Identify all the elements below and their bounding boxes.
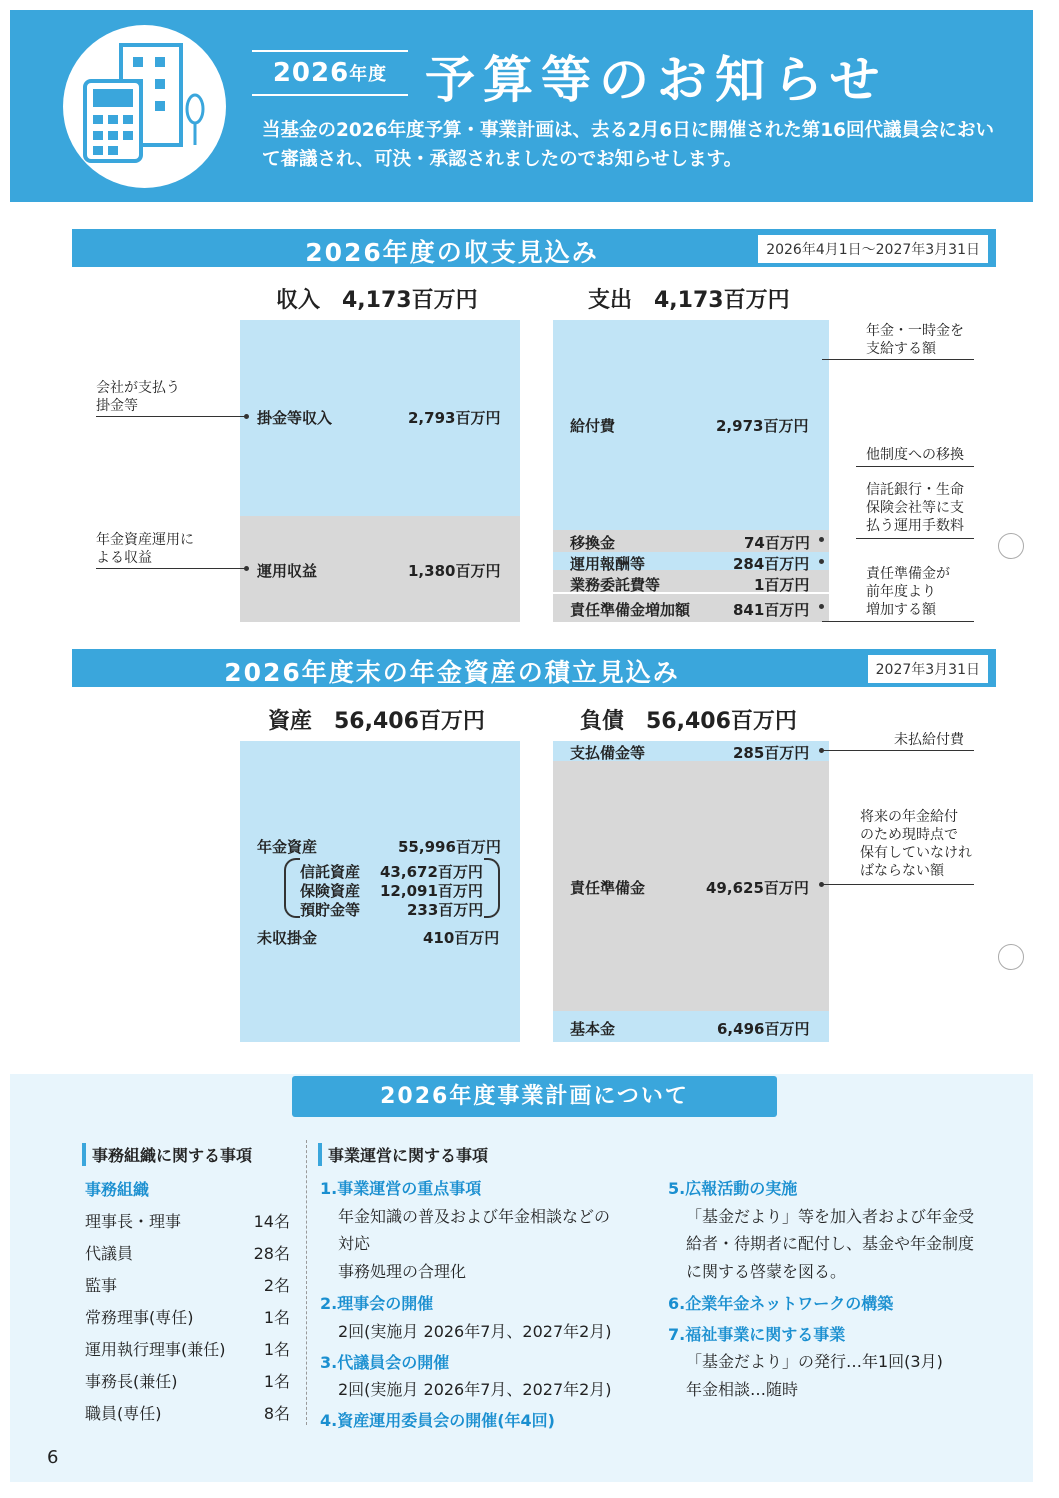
liability-value: 285百万円 bbox=[733, 744, 810, 762]
ops-text: 対応 bbox=[338, 1234, 371, 1253]
bracket-right bbox=[484, 858, 500, 918]
expense-label: 運用報酬等 bbox=[570, 555, 646, 573]
leader-line bbox=[822, 884, 974, 885]
budget-title: 2026年度の収支見込み bbox=[305, 238, 599, 267]
leader-dot bbox=[244, 566, 249, 571]
assets-date: 2027年3月31日 bbox=[868, 655, 988, 683]
liability-note: 将来の年金給付 のため現時点で 保有していなけれ ばならない額 bbox=[860, 809, 972, 879]
staff-row: 理事長・理事 14名 bbox=[85, 1212, 290, 1231]
ops-heading: 4.資産運用委員会の開催(年4回) bbox=[320, 1411, 555, 1430]
leader-line bbox=[822, 621, 974, 622]
expense-label: 移換金 bbox=[570, 534, 616, 552]
asset-title: 資産 56,406百万円 bbox=[268, 709, 485, 734]
expense-value: 2,973百万円 bbox=[716, 417, 809, 435]
staff-row: 運用執行理事(兼任) 1名 bbox=[85, 1340, 290, 1359]
plan-title: 2026年度事業計画について bbox=[292, 1076, 777, 1117]
asset-label: 信託資産 bbox=[300, 863, 361, 881]
leader-dot bbox=[819, 604, 824, 609]
liability-title: 負債 56,406百万円 bbox=[580, 709, 797, 734]
assets-section-bar bbox=[72, 649, 996, 687]
leader-line bbox=[96, 416, 246, 417]
income-note: 年金資産運用に よる収益 bbox=[96, 532, 194, 566]
liability-value: 49,625百万円 bbox=[706, 879, 809, 897]
asset-value: 233百万円 bbox=[407, 901, 484, 919]
asset-value: 12,091百万円 bbox=[380, 882, 483, 900]
assets-title: 2026年度末の年金資産の積立見込み bbox=[224, 658, 680, 687]
ops-text: 「基金だより」等を加入者および年金受 bbox=[686, 1207, 975, 1226]
liability-label: 責任準備金 bbox=[570, 879, 646, 897]
expense-title: 支出 4,173百万円 bbox=[588, 288, 790, 313]
budget-section-bar bbox=[72, 229, 996, 267]
ops-text: 年金知識の普及および年金相談などの bbox=[338, 1207, 611, 1226]
ops-text: 「基金だより」の発行…年1回(3月) bbox=[686, 1352, 943, 1371]
ops-text: 年金相談…随時 bbox=[686, 1380, 799, 1399]
ops-text: 2回(実施月 2026年7月、2027年2月) bbox=[338, 1322, 612, 1341]
expense-label: 責任準備金増加額 bbox=[570, 601, 691, 619]
leader-dot bbox=[819, 748, 824, 753]
asset-value: 55,996百万円 bbox=[398, 838, 501, 856]
ops-text: 給者・待期者に配付し、基金や年金制度 bbox=[686, 1234, 975, 1253]
asset-label: 保険資産 bbox=[300, 882, 361, 900]
staff-row: 事務長(兼任) 1名 bbox=[85, 1372, 290, 1391]
org-section-heading: 事務組織に関する事項 bbox=[82, 1143, 252, 1166]
leader-line bbox=[822, 359, 974, 360]
ops-heading: 6.企業年金ネットワークの構築 bbox=[668, 1294, 894, 1313]
liability-value: 6,496百万円 bbox=[717, 1020, 810, 1038]
asset-label: 年金資産 bbox=[257, 838, 318, 856]
bracket-left bbox=[284, 858, 300, 918]
staff-row: 常務理事(専任) 1名 bbox=[85, 1308, 290, 1327]
org-subheading: 事務組織 bbox=[85, 1180, 150, 1199]
ops-text: 事務処理の合理化 bbox=[338, 1262, 467, 1281]
expense-note: 年金・一時金を 支給する額 bbox=[866, 323, 964, 357]
asset-label: 預貯金等 bbox=[300, 901, 361, 919]
income-label: 運用収益 bbox=[257, 562, 318, 580]
budget-logo-icon bbox=[63, 25, 226, 188]
expense-note: 信託銀行・生命 保険会社等に支 払う運用手数料 bbox=[866, 482, 964, 534]
expense-value: 284百万円 bbox=[733, 555, 810, 573]
staff-row: 監事 2名 bbox=[85, 1276, 290, 1295]
staff-row: 代議員 28名 bbox=[85, 1244, 290, 1263]
staff-row: 職員(専任) 8名 bbox=[85, 1404, 290, 1423]
ops-heading: 5.広報活動の実施 bbox=[668, 1179, 798, 1198]
ops-heading: 3.代議員会の開催 bbox=[320, 1353, 450, 1372]
income-value: 1,380百万円 bbox=[408, 562, 501, 580]
ops-heading: 1.事業運営の重点事項 bbox=[320, 1179, 482, 1198]
asset-value: 43,672百万円 bbox=[380, 863, 483, 881]
expense-value: 1百万円 bbox=[754, 576, 810, 594]
ops-heading: 7.福祉事業に関する事業 bbox=[668, 1325, 846, 1344]
income-note: 会社が支払う 掛金等 bbox=[96, 380, 180, 414]
ops-section-heading: 事業運営に関する事項 bbox=[318, 1143, 488, 1166]
leader-dot bbox=[819, 559, 824, 564]
expense-label: 業務委託費等 bbox=[570, 576, 661, 594]
budget-period: 2026年4月1日〜2027年3月31日 bbox=[758, 235, 988, 263]
expense-value: 841百万円 bbox=[733, 601, 810, 619]
leader-dot bbox=[819, 537, 824, 542]
divider bbox=[306, 1140, 307, 1425]
punch-hole bbox=[998, 533, 1024, 559]
asset-value: 410百万円 bbox=[423, 929, 500, 947]
page-number: 6 bbox=[47, 1447, 59, 1468]
ops-heading: 2.理事会の開催 bbox=[320, 1294, 434, 1313]
leader-dot bbox=[244, 414, 249, 419]
expense-note: 他制度への移換 bbox=[866, 447, 964, 463]
intro-text: 当基金の2026年度予算・事業計画は、去る2月6日に開催された第16回代議員会において審議され、可決・承認されましたのでお知らせします。 bbox=[262, 120, 994, 170]
asset-label: 未収掛金 bbox=[257, 929, 318, 947]
ops-text: に関する啓蒙を図る。 bbox=[686, 1262, 847, 1281]
leader-line bbox=[822, 750, 974, 751]
income-value: 2,793百万円 bbox=[408, 409, 501, 427]
expense-note: 責任準備金が 前年度より 増加する額 bbox=[866, 566, 950, 618]
expense-value: 74百万円 bbox=[744, 534, 810, 552]
leader-dot bbox=[819, 882, 824, 887]
expense-label: 給付費 bbox=[570, 417, 616, 435]
liability-label: 基本金 bbox=[570, 1020, 616, 1038]
leader-line bbox=[96, 568, 246, 569]
income-title: 収入 4,173百万円 bbox=[276, 288, 478, 313]
punch-hole bbox=[998, 944, 1024, 970]
year-label: 2026 年度 bbox=[252, 50, 408, 96]
liability-note: 未払給付費 bbox=[894, 732, 964, 748]
income-label: 掛金等収入 bbox=[257, 409, 333, 427]
ops-text: 2回(実施月 2026年7月、2027年2月) bbox=[338, 1380, 612, 1399]
page-title: 予算等のお知らせ bbox=[425, 51, 888, 109]
leader-line bbox=[856, 466, 974, 467]
liability-label: 支払備金等 bbox=[570, 744, 646, 762]
leader-line bbox=[856, 538, 974, 539]
